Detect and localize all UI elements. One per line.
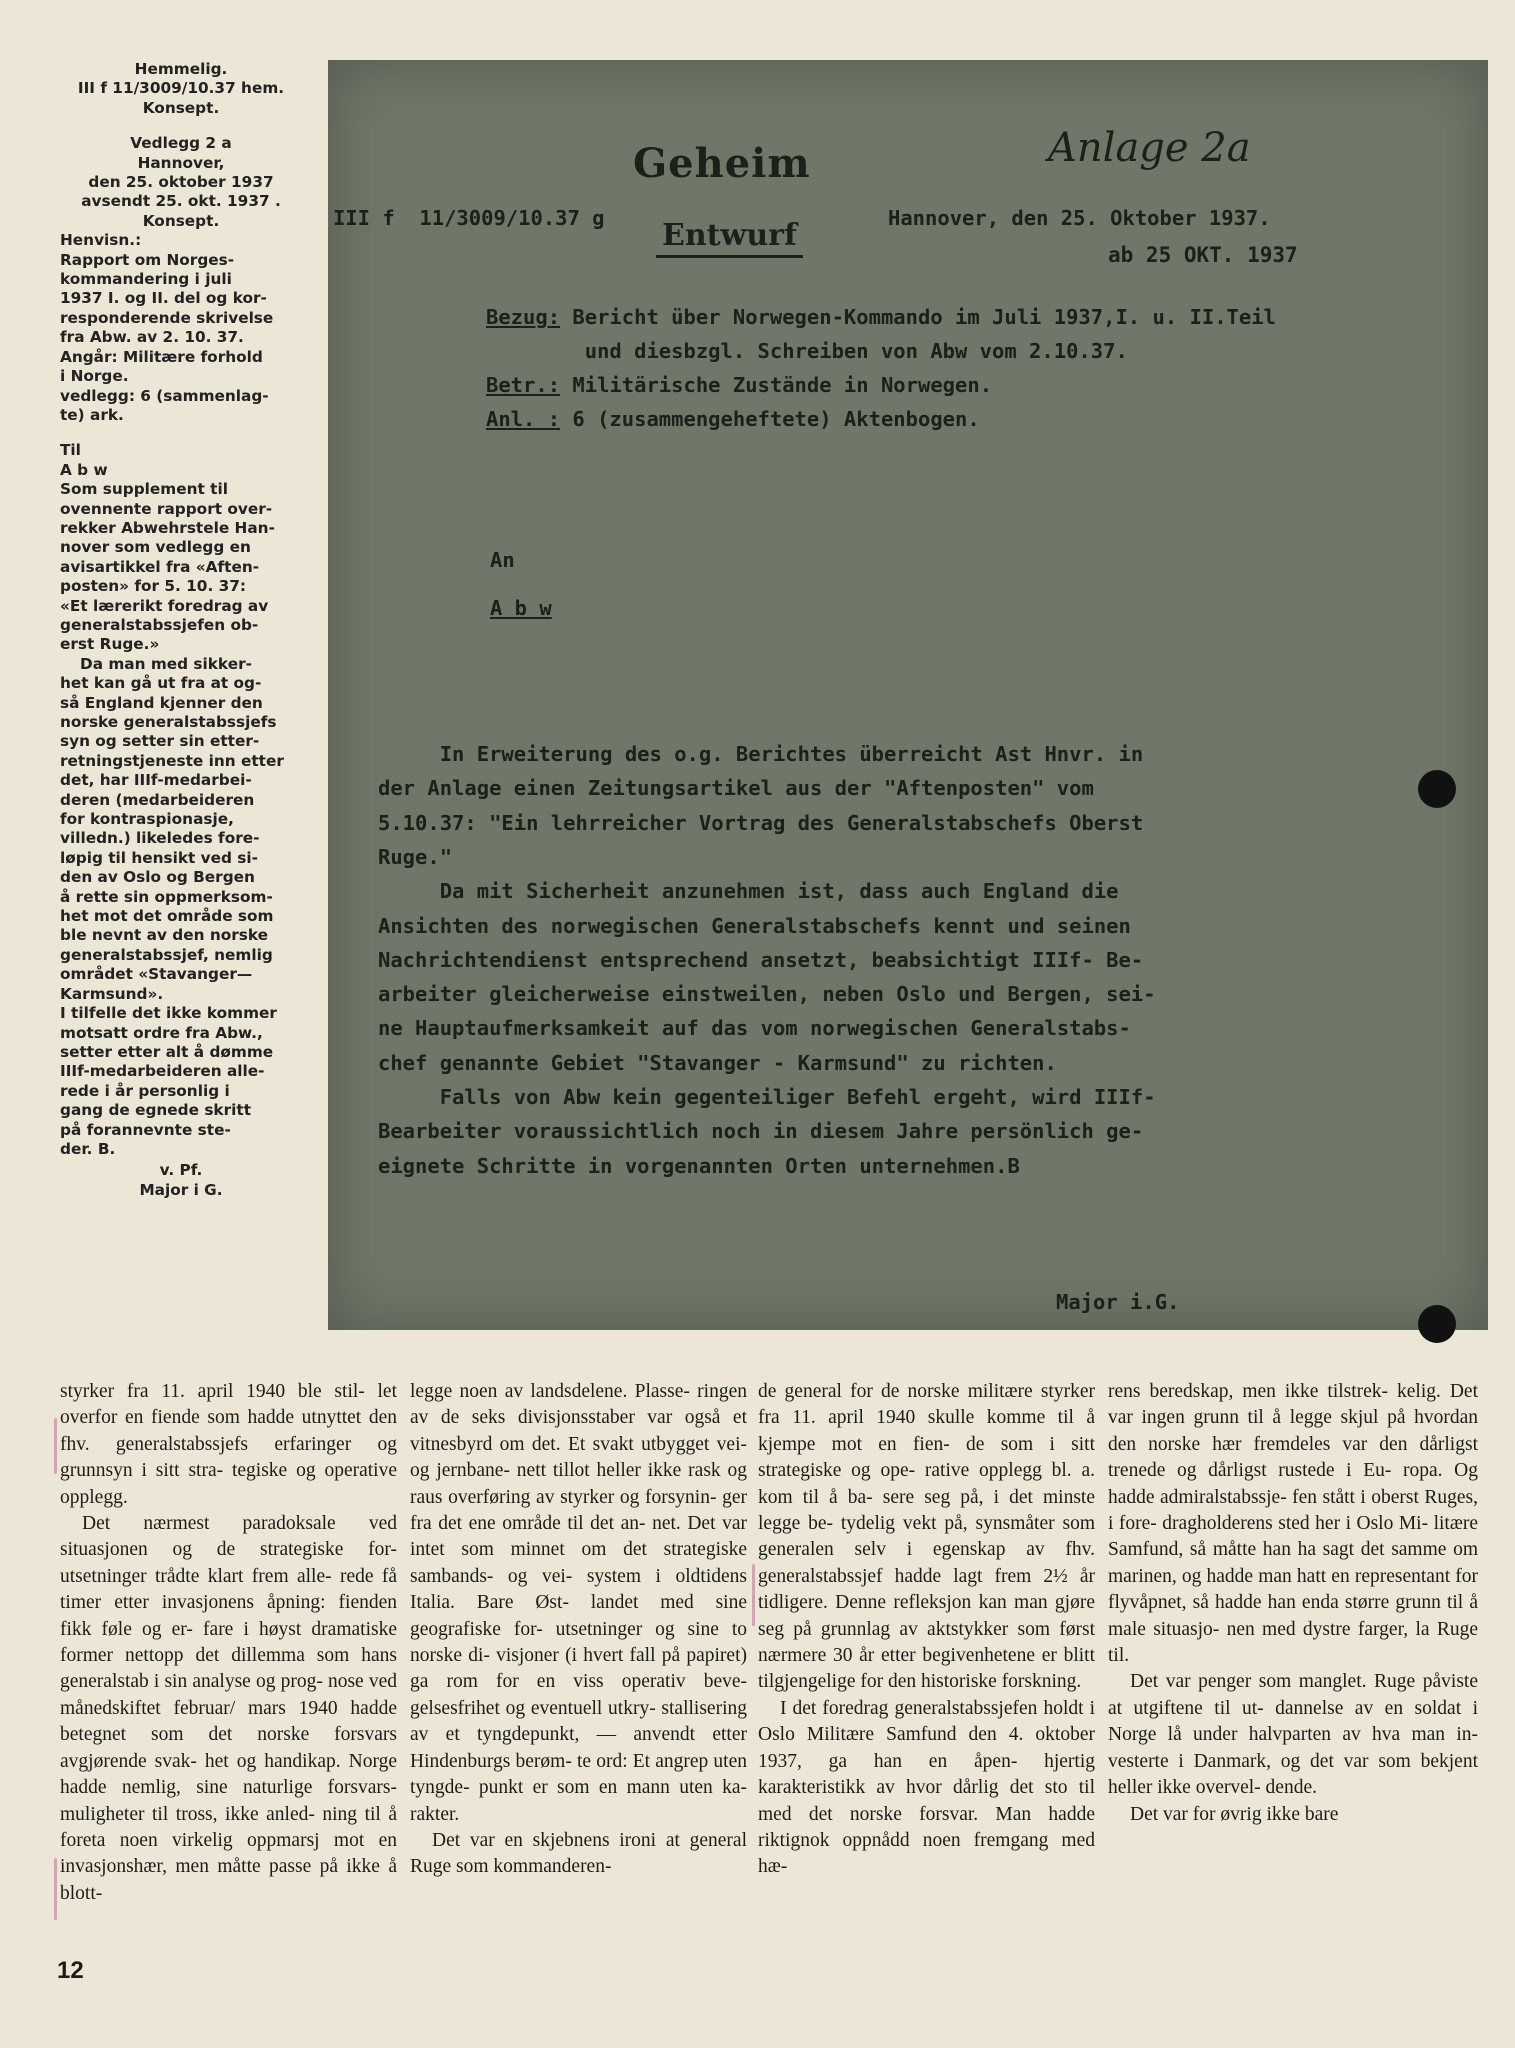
bezug-text: Bericht über Norwegen-Kommando im Juli 1937,I. u. II.Teil [560, 305, 1276, 329]
article-paragraph: Det var penger som manglet. Ruge påviste at utgiftene til ut- dannelse av en soldat i Norge lå under halvparten av hva man in- vesterte i Danmark, og det var som bekjent heller ikke overvel- dende. [1108, 1671, 1478, 1799]
sidebar-til [60, 441, 302, 480]
sidebar-line: responderende skrivelse [60, 308, 274, 327]
sidebar-line: nover som vedlegg en [60, 538, 251, 557]
article-column-3 [758, 1379, 1095, 1881]
anl-text: 6 (zusammengeheftete) Aktenbogen. [560, 407, 980, 431]
letter-line: eignete Schritte in vorgenannten Orten unternehmen.B [378, 1153, 1020, 1178]
sidebar-line: Hannover, [137, 153, 225, 172]
article-column-4 [1108, 1379, 1478, 1828]
sidebar-line: posten» for 5. 10. 37: [60, 577, 246, 596]
sidebar-line: Rapport om Norges- [60, 250, 235, 269]
sidebar-line: motsatt ordre fra Abw., [60, 1023, 263, 1042]
letter-signature: Major i.G. [1056, 1290, 1180, 1314]
sidebar-line: deren (medarbeideren [60, 790, 255, 809]
article-column-2 [410, 1379, 747, 1881]
sidebar-line: retningstjeneste inn etter [60, 751, 284, 770]
sidebar-line: Major i G. [139, 1180, 223, 1199]
handwritten-anlage: Anlage 2a [1048, 125, 1251, 171]
sidebar-line: Henvisn.: [60, 231, 142, 250]
sidebar-line: A b w [60, 460, 108, 479]
betr-label: Betr.: [486, 373, 561, 397]
article-column-1 [60, 1379, 397, 1907]
article-paragraph: I det foredrag generalstabssjefen holdt i Oslo Militære Samfund den 4. oktober 1937, ga han en åpen- hjertig karakteristikk av hvor dårlig det sto til med det norske forsvar. Man hadde riktignok oppnådd noen fremgang med hæ- [758, 1697, 1095, 1878]
article-paragraph: legge noen av landsdelene. Plasse- ringen av de seks divisjonsstaber var også et vitnesbyrd om det. Et svakt utbygget vei- og jernbane- nett tillot heller ikke rask og raus overføring av styrker og forsynin- ger fra det ene område til det an- net. Det var intet som minnet om det strategiske sambands- og vei- system i oldtidens Italia. Bare Øst- landet med sine geografiske for- utsetninger og sine to norske di- visjoner (i hvert fall på papiret) ga rom for en viss operativ beve- gelsesfrihet og eventuell utkry- stallisering av et tyngdepunkt, — anvendt etter Hindenburgs berøm- te ord: Et angrep uten tyngde- punkt er som en mann uten ka- rakter. [410, 1381, 747, 1825]
sidebar-header [60, 60, 302, 118]
date-line: Hannover, den 25. Oktober 1937. [888, 206, 1271, 230]
sidebar-line: I tilfelle det ikke kommer [60, 1004, 277, 1023]
sidebar-line: generalstabssjef, nemlig [60, 945, 273, 964]
sidebar-line: så England kjenner den [60, 693, 263, 712]
betr-line [486, 373, 992, 397]
sidebar-henvisning [60, 231, 302, 425]
sidebar-ordre [60, 1004, 302, 1159]
letter-line: Ansichten des norwegischen Generalstabschefs kennt und seinen [378, 913, 1131, 938]
article-paragraph: Det var for øvrig ikke bare [1130, 1803, 1339, 1825]
sidebar-line: v. Pf. [159, 1161, 203, 1180]
sidebar-line: generalstabssjefen ob- [60, 615, 259, 634]
sidebar-line: Konsept. [142, 98, 220, 117]
letter-line: 5.10.37: "Ein lehrreicher Vortrag des Generalstabschefs Oberst [378, 810, 1144, 835]
article-paragraph: rens beredskap, men ikke tilstrek- kelig. Det var ingen grunn til å legge skjul på hvordan den norske hær fremdeles var den dårligst trenede og dårligst rustede i Eu- ropa. Og hadde admiralstabssje- fen stått i oberst Ruges, i fore- dragholderens sted her i Oslo Mi- litære Samfund, så måtte han ha sagt det samme om marinen, og hadde man hatt en representant for flyvåpnet, så hadde han enda større grunn til å male situasjo- nen med dystre farger, la Ruge til. [1108, 1381, 1478, 1667]
sidebar-line: den av Oslo og Bergen [60, 868, 255, 887]
sidebar-line: gang de egnede skritt [60, 1101, 252, 1120]
sidebar-supplement [60, 480, 302, 655]
sidebar-line: i Norge. [60, 367, 129, 386]
sidebar-line: der. B. [60, 1139, 116, 1158]
sidebar-line: fra Abw. av 2. 10. 37. [60, 328, 244, 347]
letter-line: Ruge." [378, 844, 453, 869]
sidebar-line: rekker Abwehrstele Han- [60, 518, 275, 537]
sidebar-line: Hemmelig. [134, 60, 228, 78]
pencil-mark [752, 1564, 755, 1626]
article-paragraph: Det var en skjebnens ironi at general Ruge som kommanderen- [410, 1829, 747, 1878]
sidebar-line: villedn.) likeledes fore- [60, 829, 260, 848]
sidebar-line: III f 11/3009/10.37 hem. [77, 79, 285, 98]
letter-line: Falls von Abw kein gegenteiliger Befehl ergeht, wird IIIf- [378, 1085, 1156, 1109]
punch-hole-bottom [1418, 1305, 1456, 1343]
dispatch-stamp: ab 25 OKT. 1937 [1108, 243, 1298, 267]
sidebar-line: syn og setter sin etter- [60, 732, 260, 751]
sidebar-line: ovennente rapport over- [60, 499, 273, 518]
article-paragraph: de general for de norske militære styrker fra 11. april 1940 skulle komme til å kjempe mot en fien- de som i sitt strategiske og ope- rative opplegg bl. a. kom til å ba- sere seg på, i det minste legge be- tydelig vekt på, synsmåter som generalen selv i egenskap av fhv. generalstabssjef hadde lagt frem 2½ år tidligere. Denne refleksjon kan man gjøre seg på grunnlag av aktstykker som først nærmere 30 år etter begivenhetene er blitt tilgjengelige for den historiske forskning. [758, 1381, 1095, 1693]
punch-hole-top [1418, 770, 1456, 808]
letter-line: chef genannte Gebiet "Stavanger - Karmsund" zu richten. [378, 1050, 1057, 1075]
sidebar-line: Karmsund». [60, 984, 164, 1003]
sidebar-line: den 25. oktober 1937 [88, 173, 274, 192]
article-paragraph: styrker fra 11. april 1940 ble stil- let overfor en fiende som hadde utnyttet den fhv. generalstabssjefs erfaringer og grunnsyn i sitt stra- tegiske og operative opplegg. [60, 1381, 397, 1508]
article-paragraph: Det nærmest paradoksale ved situasjonen og de strategiske for- utsetninger trådte klart frem alle- rede få timer etter invasjonens åpning: fienden fikk føle og er- fare i høyst dramatiske former nettopp det dillemma som hans generalstab i sin analyse og prog- nose ved månedskiftet februar/ mars 1940 hadde betegnet som det norske forsvars avgjørende svak- het og handikap. Norge hadde nemlig, sine naturlige forsvars- muligheter til tross, ikke anled- ning til å foreta noen virkelig oppmarsj mot en invasjonshær, men måtte passe på ikke å blott- [60, 1513, 397, 1904]
sidebar-line: Da man med sikker- [80, 654, 252, 673]
letter-line: Da mit Sicherheit anzunehmen ist, dass auch England die [378, 879, 1119, 904]
sidebar-line: norske generalstabssjefs [60, 713, 277, 731]
sidebar-line: Konsept. [142, 211, 220, 230]
sidebar-line: setter etter alt å dømme [60, 1042, 274, 1061]
letter-line: Bearbeiter voraussichtlich noch in diesem Jahre persönlich ge- [378, 1119, 1144, 1144]
sidebar-signature [60, 1161, 302, 1200]
addressee-abw: A b w [490, 596, 552, 620]
sidebar-line: rede i år personlig i [60, 1081, 230, 1100]
sidebar-line: vedlegg: 6 (sammenlag- [60, 386, 269, 405]
letter-line: Nachrichtendienst entsprechend ansetzt, beabsichtigt IIIf- Be- [378, 947, 1144, 972]
sidebar-line: for kontraspionasje, [60, 810, 234, 829]
sidebar-line: IIIf-medarbeideren alle- [60, 1062, 265, 1081]
pencil-mark [54, 1418, 57, 1474]
sidebar-line: Angår: Militære forhold [60, 347, 263, 366]
betr-text: Militärische Zustände in Norwegen. [560, 373, 993, 397]
letter-line: arbeiter gleicherweise einstweilen, neben Oslo und Bergen, sei- [378, 982, 1156, 1007]
sidebar-line: avisartikkel fra «Aften- [60, 557, 260, 576]
entwurf-stamp: Entwurf [656, 218, 803, 258]
sidebar-line: Som supplement til [60, 480, 228, 499]
anl-line [486, 407, 980, 431]
sidebar-line: «Et lærerikt foredrag av [60, 596, 269, 615]
bezug-line-2: und diesbzgl. Schreiben von Abw vom 2.10.37. [486, 339, 1128, 363]
page-number: 12 [57, 1957, 84, 1984]
sidebar-line: avsendt 25. okt. 1937 . [81, 192, 281, 211]
sidebar-line: området «Stavanger— [60, 965, 253, 984]
bezug-line-1 [486, 305, 1276, 329]
anl-label: Anl. : [486, 407, 561, 431]
sidebar-line: kommandering i juli [60, 270, 232, 289]
sidebar-line: 1937 I. og II. del og kor- [60, 289, 267, 308]
sidebar-line: Vedlegg 2 a [130, 134, 232, 153]
addressee-an: An [490, 548, 515, 572]
sidebar-line: å rette sin oppmerksom- [60, 887, 273, 906]
letter-line: In Erweiterung des o.g. Berichtes überreicht Ast Hnvr. in [378, 742, 1144, 766]
sidebar-line: erst Ruge.» [60, 635, 160, 654]
sidebar-line: te) ark. [60, 405, 124, 424]
sidebar-line: det, har IIIf-medarbei- [60, 771, 252, 790]
sidebar-line: ble nevnt av den norske [60, 926, 269, 945]
letter-line: der Anlage einen Zeitungsartikel aus der "Aftenposten" vom [378, 776, 1094, 801]
translation-sidebar [60, 60, 302, 1200]
reference-number: III f 11/3009/10.37 g [333, 206, 605, 230]
sidebar-vedlegg [60, 134, 302, 231]
pencil-mark [54, 1858, 57, 1920]
sidebar-england [60, 655, 302, 1004]
sidebar-line: het kan gå ut fra at og- [60, 674, 262, 693]
sidebar-line: løpig til hensikt ved si- [60, 848, 258, 867]
document-photo [328, 60, 1488, 1330]
geheim-stamp: Geheim [633, 140, 811, 187]
letter-line: ne Hauptaufmerksamkeit auf das vom norwegischen Generalstabs- [378, 1016, 1131, 1041]
bezug-label: Bezug: [486, 305, 561, 329]
sidebar-line: på forannevnte ste- [60, 1120, 231, 1139]
sidebar-line: het mot det område som [60, 907, 274, 926]
sidebar-line: Til [60, 441, 81, 460]
